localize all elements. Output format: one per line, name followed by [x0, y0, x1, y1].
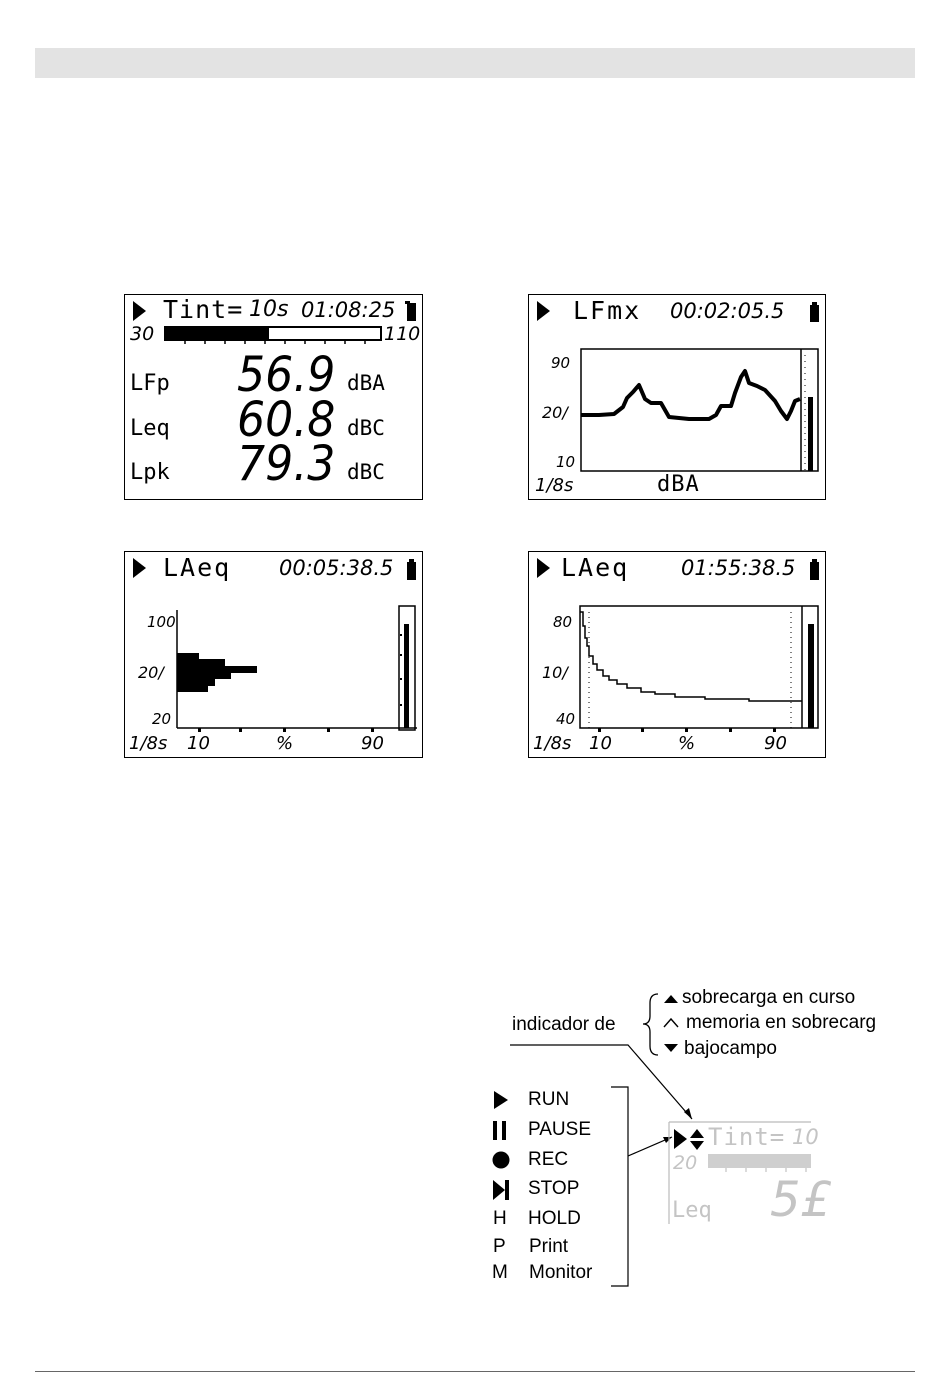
mini-title: Tint= [708, 1123, 786, 1151]
row-unit-lfp: dBA [347, 371, 385, 395]
sample-rate-label: 1/8s [535, 475, 574, 496]
mini-row-value: 5£ [770, 1172, 832, 1228]
y-bottom-label: 40 [556, 710, 576, 728]
mini-screen-crop [668, 1122, 832, 1228]
play-icon [133, 558, 146, 578]
play-icon [133, 301, 146, 321]
indicator-label: indicador de [512, 1014, 616, 1035]
lcd-screen-cumulative [528, 551, 826, 758]
overload-triangle-icon [664, 995, 678, 1003]
row-label-leq: Leq [130, 416, 170, 441]
mini-bar-min: 20 [673, 1152, 698, 1174]
level-meter [808, 624, 814, 728]
interval-value: 10s [249, 297, 289, 322]
y-top-label: 90 [551, 354, 571, 372]
overload-memory-icon [664, 1019, 678, 1027]
underrange-triangle-icon [690, 1141, 704, 1150]
sample-rate-label: 1/8s [533, 733, 572, 754]
play-icon [537, 558, 550, 578]
mini-row-label: Leq [672, 1198, 712, 1223]
battery-icon [810, 305, 819, 322]
unit-label: dBA [657, 472, 700, 497]
screen-title: LAeq [163, 553, 232, 582]
battery-icon [407, 562, 416, 580]
pause-icon [493, 1121, 497, 1140]
level-bar-fill [166, 328, 269, 339]
lcd-screen-main [124, 294, 423, 500]
play-icon [674, 1129, 687, 1149]
status-symbol-monitor: M [492, 1262, 508, 1283]
indicator-item-overload: sobrecarga en curso [682, 987, 856, 1008]
play-icon [494, 1091, 508, 1109]
x-mid-label: % [678, 733, 696, 754]
level-bar-fill [708, 1154, 811, 1168]
row-value-leq: 60.8 [237, 392, 336, 448]
elapsed-time: 00:02:05.5 [670, 299, 785, 323]
row-label-lfp: LFp [130, 371, 170, 396]
lcd-screen-history [528, 294, 826, 500]
brace [643, 994, 658, 1055]
sample-rate-label: 1/8s [129, 733, 168, 754]
screen-title: LFmx [573, 296, 642, 325]
y-bottom-label: 20 [152, 710, 172, 728]
status-label-run: RUN [528, 1089, 570, 1110]
status-label-pause: PAUSE [528, 1119, 592, 1140]
y-mid-label: 20/ [542, 403, 568, 422]
row-unit-lpk: dBC [347, 460, 385, 484]
status-label-monitor: Monitor [529, 1262, 593, 1283]
y-top-label: 80 [553, 613, 573, 631]
status-symbol-print: P [493, 1236, 506, 1257]
elapsed-time: 00:05:38.5 [279, 556, 394, 580]
elapsed-time: 01:55:38.5 [681, 556, 796, 580]
lcd-screen-distribution [124, 551, 423, 758]
y-bottom-label: 10 [556, 453, 576, 471]
x-right-label: 90 [764, 733, 787, 754]
y-mid-label: 20/ [138, 663, 164, 682]
battery-icon [810, 562, 819, 580]
cumulative-trace [580, 612, 802, 701]
bar-max-label: 110 [384, 323, 421, 345]
row-label-lpk: Lpk [130, 460, 170, 485]
indicator-item-underrange: bajocampo [684, 1038, 777, 1059]
record-icon [493, 1152, 510, 1169]
x-mid-label: % [276, 733, 294, 754]
indicator-item-overload-memory: memoria en sobrecarg [686, 1012, 877, 1033]
overload-triangle-icon [690, 1129, 704, 1138]
status-label-hold: HOLD [528, 1208, 581, 1229]
elapsed-time: 01:08:25 [301, 298, 396, 322]
status-label-rec: REC [528, 1149, 569, 1170]
row-value-lfp: 56.9 [237, 347, 336, 403]
footer-rule [35, 1371, 915, 1372]
underrange-triangle-icon [664, 1044, 678, 1052]
x-right-label: 90 [361, 733, 384, 754]
row-value-lpk: 79.3 [237, 436, 336, 492]
y-top-label: 100 [147, 613, 176, 631]
y-mid-label: 10/ [542, 663, 568, 682]
status-leader-line [628, 1137, 672, 1156]
mini-interval: 10 [792, 1125, 819, 1149]
status-bracket [611, 1087, 628, 1286]
level-meter [404, 624, 409, 728]
histogram [177, 653, 257, 692]
plot-frame [580, 606, 818, 728]
bar-min-label: 30 [130, 323, 155, 345]
level-trace [581, 371, 800, 419]
status-symbol-hold: H [493, 1208, 507, 1229]
play-icon [537, 301, 550, 321]
screen-title: Tint= [163, 295, 244, 324]
battery-icon [407, 303, 416, 321]
level-meter [808, 397, 813, 471]
row-unit-leq: dBC [347, 416, 385, 440]
header-bar [35, 48, 915, 78]
x-left-label: 10 [187, 733, 210, 754]
x-left-label: 10 [589, 733, 612, 754]
status-label-print: Print [529, 1236, 569, 1257]
status-label-stop: STOP [528, 1178, 580, 1199]
stop-icon [493, 1180, 505, 1200]
screen-title: LAeq [561, 553, 630, 582]
